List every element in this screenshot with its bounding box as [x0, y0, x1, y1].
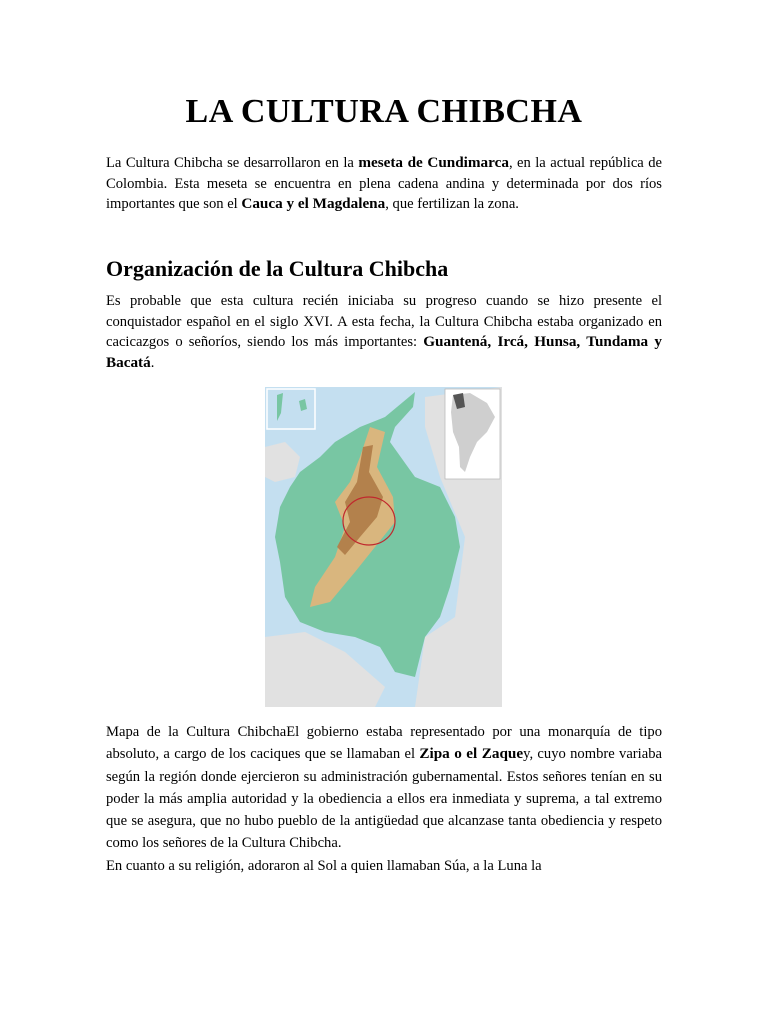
intro-bold-meseta: meseta de Cundimarca	[358, 154, 509, 171]
intro-text-2: , en la actual república de Colombia. Esta meseta se encuentra en plena cadena andina y determinada por dos ríos importantes que son el	[106, 155, 662, 212]
intro-text-3: , que fertilizan la zona.	[385, 196, 519, 212]
page-title: LA CULTURA CHIBCHA	[185, 93, 583, 130]
organization-text-1: Es probable que esta cultura recién iniciaba su progreso cuando se hizo presente el conquistador español en el siglo XVI. A esta fecha, la Cultura Chibcha estaba organizado en cacicazgos o señoríos, siendo los más importantes:	[106, 293, 662, 350]
intro-paragraph	[106, 153, 662, 215]
government-bold-zipa: Zipa o el Zaque	[419, 745, 524, 763]
government-text-3: En cuanto a su religión, adoraron al Sol a quien llamaban Súa, a la Luna la	[106, 857, 542, 874]
colombia-map-image	[265, 387, 502, 707]
government-text-1: Mapa de la Cultura ChibchaEl gobierno estaba representado por una monarquía de tipo absoluto, a cargo de los caciques que se llamaban el	[106, 724, 662, 763]
organization-paragraph	[106, 291, 662, 373]
organization-text-2: .	[150, 354, 155, 371]
section-heading: Organización de la Cultura Chibcha	[106, 256, 449, 281]
map-inset-islands	[267, 389, 315, 429]
government-paragraph	[106, 721, 662, 877]
organization-bold-cacicazgos: Guantená, Ircá, Hunsa, Tundama y Bacatá	[106, 333, 662, 371]
intro-bold-rivers: Cauca y el Magdalena	[241, 195, 386, 212]
intro-text-1: La Cultura Chibcha se desarrollaron en la	[106, 155, 359, 171]
government-text-2: y, cuyo nombre variaba según la región donde ejercieron su administración gubernamental. Estos señores tenían en su poder la más amplia autoridad y la obediencia a ellos era inmediata y suprema, a tal extremo que se asegura, que no hubo pueblo de la antigüedad que alcanzase tanta obediencia y respeto como los señores de la Cultura Chibcha.	[106, 746, 662, 852]
